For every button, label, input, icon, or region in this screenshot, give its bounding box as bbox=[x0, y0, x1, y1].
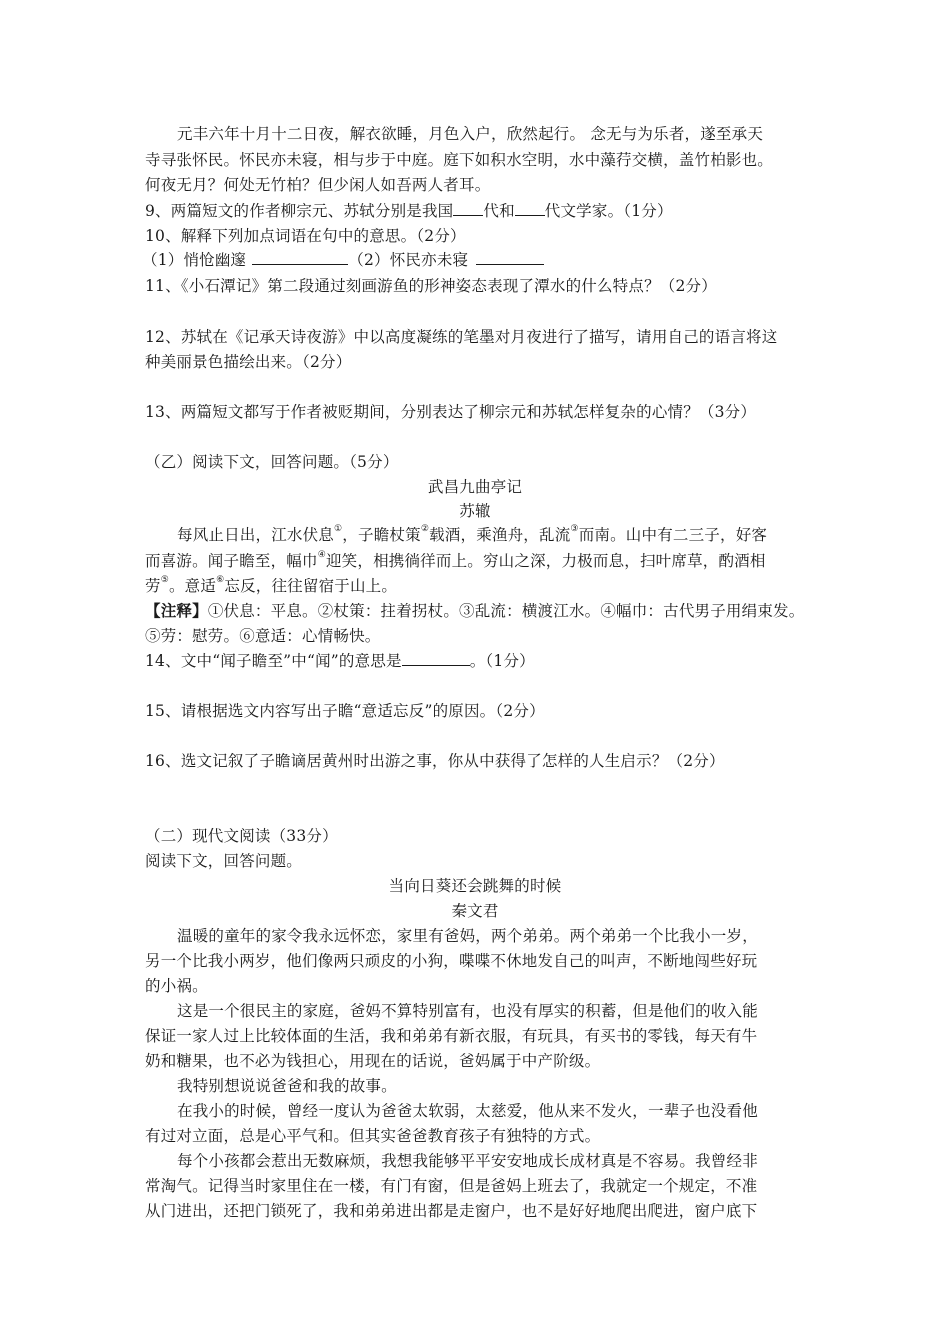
essay-line: 每个小孩都会惹出无数麻烦，我想我能够平平安安地成长成材真是不容易。我曾经非 bbox=[177, 1152, 758, 1170]
essay-line: 有过对立面，总是心平气和。但其实爸爸教育孩子有独特的方式。 bbox=[145, 1127, 601, 1145]
question-9-part-b: 代和 bbox=[483, 202, 515, 220]
question-9 bbox=[145, 200, 673, 222]
question-11: 11、《小石潭记》第二段通过刻画游鱼的形神姿态表现了潭水的什么特点？（2分） bbox=[145, 277, 717, 295]
yi-text-fragment: 而喜游。闻子瞻至，幅巾 bbox=[145, 552, 318, 570]
yi-author: 苏辙 bbox=[459, 502, 491, 520]
question-12-line: 种美丽景色描绘出来。（2分） bbox=[145, 353, 352, 371]
yi-text-fragment: 而南。山中有二三子，好客 bbox=[578, 526, 768, 544]
question-16: 16、选文记叙了子瞻谪居黄州时出游之事，你从中获得了怎样的人生启示？（2分） bbox=[145, 752, 725, 770]
essay-title: 当向日葵还会跳舞的时候 bbox=[388, 877, 562, 895]
essay-line: 在我小的时候，曾经一度认为爸爸太软弱，太慈爱，他从来不发火，一辈子也没看他 bbox=[177, 1102, 758, 1120]
essay-line: 保证一家人过上比较体面的生活，我和弟弟有新衣服，有玩具，有买书的零钱，每天有牛 bbox=[145, 1027, 758, 1045]
essay-author: 秦文君 bbox=[451, 902, 499, 920]
question-9-part-c: 代文学家。（1分） bbox=[544, 202, 673, 220]
notes-text: ①伏息：平息。②杖策：拄着拐杖。③乱流：横渡江水。④幅巾：古代男子用绢束发。 bbox=[207, 602, 805, 620]
question-14-part-a: 14、文中“闻子瞻至”中“闻”的意思是 bbox=[145, 652, 402, 670]
yi-text-fragment: 载酒，乘渔舟，乱流 bbox=[429, 526, 571, 544]
part2-instruction: 阅读下文，回答问题。 bbox=[145, 852, 303, 870]
essay-line: 这是一个很民主的家庭，爸妈不算特别富有，也没有厚实的积蓄，但是他们的收入能 bbox=[177, 1002, 758, 1020]
essay-line: 从门进出，还把门锁死了，我和弟弟进出都是走窗户，也不是好好地爬出爬进，窗户底下 bbox=[145, 1202, 758, 1220]
answer-blank[interactable] bbox=[515, 201, 545, 216]
footnote-marker: ③ bbox=[570, 524, 579, 534]
essay-line: 的小祸。 bbox=[145, 977, 208, 995]
jia-text-line: 元丰六年十月十二日夜，解衣欲睡，月色入户，欣然起行。 念无与为乐者，遂至承天 bbox=[177, 125, 764, 143]
part2-header: （二）现代文阅读（33分） bbox=[145, 827, 338, 845]
yi-text-fragment: 。意适 bbox=[168, 577, 217, 595]
question-15: 15、请根据选文内容写出子瞻“意适忘反”的原因。（2分） bbox=[145, 702, 545, 720]
yi-text-fragment: 每风止日出，江水伏息 bbox=[177, 526, 335, 544]
jia-text-line: 何夜无月？何处无竹柏？但少闲人如吾两人者耳。 bbox=[145, 176, 491, 194]
question-9-part-a: 9、两篇短文的作者柳宗元、苏轼分别是我国 bbox=[145, 202, 454, 220]
notes-label: 【注释】 bbox=[145, 601, 208, 620]
yi-text-fragment: 劳 bbox=[145, 577, 161, 595]
answer-blank[interactable] bbox=[402, 651, 470, 666]
yi-text-line bbox=[145, 550, 766, 572]
question-14-part-b: 。（1分） bbox=[469, 652, 535, 670]
question-10-item-2: （2）怀民亦未寝 bbox=[348, 251, 469, 269]
section-yi-header: （乙）阅读下文，回答问题。（5分） bbox=[145, 453, 399, 471]
question-10: 10、解释下列加点词语在句中的意思。（2分） bbox=[145, 227, 466, 245]
yi-title: 武昌九曲亭记 bbox=[427, 478, 523, 496]
footnote-marker: ⑤ bbox=[160, 575, 169, 585]
essay-line: 另一个比我小两岁，他们像两只顽皮的小狗，喋喋不休地发自己的叫声，不断地闯些好玩 bbox=[145, 952, 758, 970]
essay-line: 我特别想说说爸爸和我的故事。 bbox=[177, 1077, 397, 1095]
footnote-marker: ⑥ bbox=[216, 575, 225, 585]
essay-line: 奶和糖果，也不必为钱担心，用现在的话说，爸妈属于中产阶级。 bbox=[145, 1052, 601, 1070]
yi-text-fragment: ，子瞻杖策 bbox=[342, 526, 421, 544]
answer-blank[interactable] bbox=[453, 201, 483, 216]
notes-line bbox=[145, 600, 804, 622]
footnote-marker: ① bbox=[334, 524, 343, 534]
yi-text-fragment: 忘反，往往留宿于山上。 bbox=[224, 577, 398, 595]
essay-line: 常淘气。记得当时家里住在一楼，有门有窗，但是爸妈上班去了，我就定一个规定，不准 bbox=[145, 1177, 758, 1195]
question-10-item-1: （1）悄怆幽邃 bbox=[142, 251, 247, 269]
answer-blank[interactable] bbox=[252, 250, 348, 265]
question-14 bbox=[145, 650, 535, 672]
question-12-line: 12、苏轼在《记承天诗夜游》中以高度凝练的笔墨对月夜进行了描写，请用自己的语言将这 bbox=[145, 328, 778, 346]
question-13: 13、两篇短文都写于作者被贬期间，分别表达了柳宗元和苏轼怎样复杂的心情？（3分） bbox=[145, 403, 757, 421]
footnote-marker: ④ bbox=[317, 550, 326, 560]
yi-text-line bbox=[145, 575, 397, 597]
yi-text-line bbox=[177, 524, 767, 546]
essay-line: 温暖的童年的家令我永远怀恋，家里有爸妈，两个弟弟。两个弟弟一个比我小一岁， bbox=[177, 927, 758, 945]
notes-line: ⑤劳：慰劳。⑥意适：心情畅快。 bbox=[145, 627, 381, 645]
footnote-marker: ② bbox=[420, 524, 430, 534]
yi-text-fragment: 迎笑，相携徜徉而上。穷山之深，力极而息，扫叶席草，酌酒相 bbox=[325, 552, 766, 570]
jia-text-line: 寺寻张怀民。怀民亦未寝，相与步于中庭。庭下如积水空明，水中藻荇交横，盖竹柏影也。 bbox=[145, 151, 774, 169]
question-10-items bbox=[142, 249, 544, 271]
answer-blank[interactable] bbox=[476, 250, 544, 265]
